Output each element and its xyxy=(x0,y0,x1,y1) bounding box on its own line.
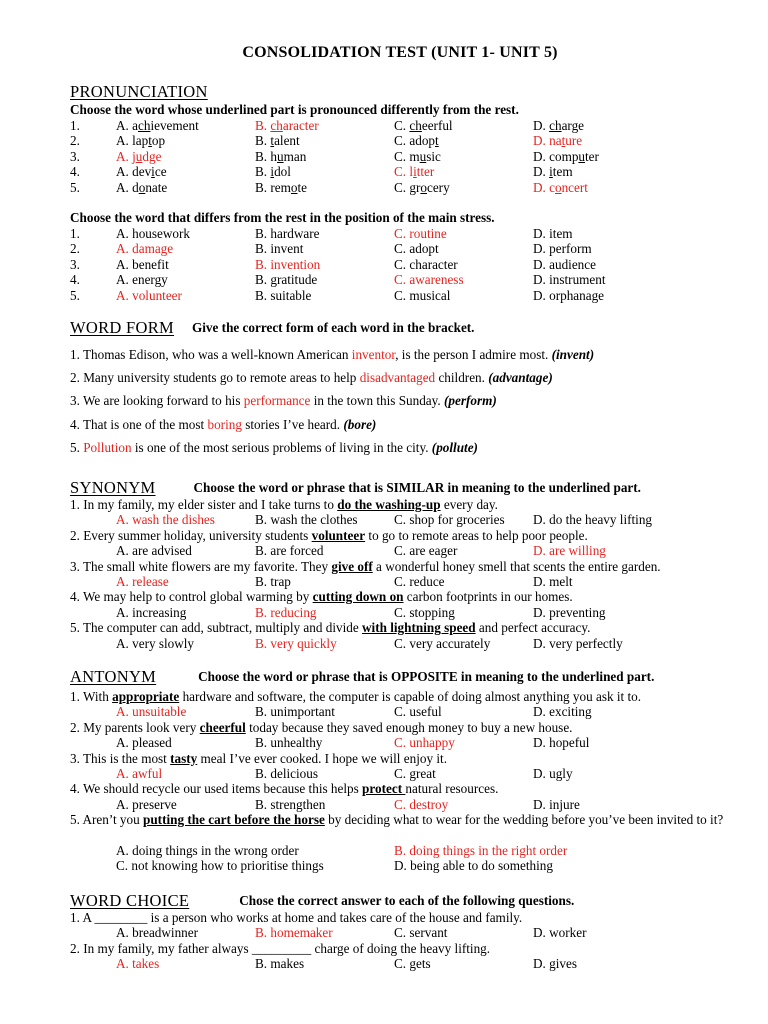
options-row xyxy=(70,512,730,528)
option-text-after: aracter xyxy=(282,118,319,133)
answer-option: C. stopping xyxy=(394,604,455,620)
answer-option xyxy=(533,149,599,165)
question-text xyxy=(70,781,730,797)
answer-option xyxy=(255,133,300,149)
underlined-sound: i xyxy=(151,164,155,180)
answer-option xyxy=(533,133,582,149)
word-choice-section-header xyxy=(70,891,574,911)
underlined-sound: o xyxy=(420,179,427,195)
answer-option: B. gratitude xyxy=(255,272,318,288)
answer-option: C. unhappy xyxy=(394,735,455,751)
underlined-sound: t xyxy=(561,133,566,149)
question-number: 2. xyxy=(70,241,80,257)
question-number: 4. xyxy=(70,272,80,288)
options-row xyxy=(70,956,730,972)
option-text-after: eerful xyxy=(421,118,453,133)
underlined-sound: ch xyxy=(270,118,283,133)
option-text-after: ievement xyxy=(150,118,199,133)
option-text-before: D. comp xyxy=(533,148,579,164)
answer-option: D. very perfectly xyxy=(533,635,623,651)
answer-option: A. awful xyxy=(116,766,163,781)
underlined-phrase: volunteer xyxy=(311,527,366,543)
answer-option: D. do the heavy lifting xyxy=(533,512,653,528)
question-before: 2. Every summer holiday, university students xyxy=(70,527,312,543)
answer-word: inventor xyxy=(351,347,396,362)
sentence-end: children. xyxy=(435,370,489,386)
option-text-before: A. a xyxy=(116,118,138,133)
word-hint: (advantage) xyxy=(488,370,553,386)
answer-option xyxy=(394,180,450,196)
answer-option: D. worker xyxy=(533,925,587,941)
word-form-heading: WORD FORM xyxy=(70,318,175,337)
antonym-section-header xyxy=(70,667,654,687)
answer-option: A. breadwinner xyxy=(116,925,199,941)
word-form-item xyxy=(70,440,478,456)
answer-option: A. volunteer xyxy=(116,287,182,303)
answer-word: performance xyxy=(243,393,311,409)
answer-option: B. delicious xyxy=(255,766,319,781)
options-row xyxy=(70,543,730,559)
answer-option xyxy=(255,149,306,165)
answer-option: C. destroy xyxy=(394,796,449,812)
question-text xyxy=(70,528,730,544)
question-before: 3. The small white flowers are my favorite. They xyxy=(70,558,332,574)
question-before: 4. We may help to control global warming by xyxy=(70,589,313,605)
options-row xyxy=(70,843,730,859)
option-text-after: dol xyxy=(274,164,291,180)
option-text-before: B. xyxy=(255,133,271,149)
question-before: 5. The computer can add, subtract, multiply and divide xyxy=(70,620,363,636)
answer-option: D. preventing xyxy=(533,604,606,620)
option-text-after: tter xyxy=(416,164,435,180)
word-choice-instruction: Chose the correct answer to each of the following questions. xyxy=(239,893,575,908)
answer-option: B. unhealthy xyxy=(255,735,323,751)
underlined-sound: i xyxy=(549,164,553,180)
answer-option xyxy=(255,180,307,196)
answer-option: D. perform xyxy=(533,241,592,257)
underlined-sound: o xyxy=(138,179,146,195)
stress-row xyxy=(70,272,730,288)
option-text-before: C. gr xyxy=(394,179,421,195)
underlined-sound: t xyxy=(270,133,275,149)
question-number: 1. xyxy=(70,118,80,133)
answer-option: B. very quickly xyxy=(255,635,337,651)
answer-option: B. hardware xyxy=(255,226,320,241)
question-text: 2. In my family, my father always _________ charge of doing the heavy lifting. xyxy=(70,940,491,956)
answer-option: A. benefit xyxy=(116,256,169,272)
word-choice-heading: WORD CHOICE xyxy=(70,891,190,910)
option-text-before: D. xyxy=(533,118,550,133)
option-text-before: C. l xyxy=(394,164,414,180)
answer-word: Pollution xyxy=(83,439,132,455)
option-text-before: B. rem xyxy=(255,179,291,195)
answer-option: A. release xyxy=(116,574,169,589)
answer-option: C. servant xyxy=(394,925,448,941)
answer-option: D. audience xyxy=(533,256,596,272)
stress-row xyxy=(70,257,730,273)
question-after: meal I’ve ever cooked. I hope we will enjoy it. xyxy=(197,750,447,766)
word-form-item xyxy=(70,417,376,433)
underlined-phrase: protect xyxy=(362,781,406,797)
underlined-sound: u xyxy=(578,148,586,164)
synonym-heading: SYNONYM xyxy=(70,478,156,497)
underlined-sound: i xyxy=(413,164,417,180)
option-text-after: tem xyxy=(552,164,573,180)
options-row xyxy=(70,766,730,782)
answer-option: C. reduce xyxy=(394,574,445,589)
question-text xyxy=(70,497,730,513)
options-row xyxy=(70,605,730,621)
answer-option: A. very slowly xyxy=(116,635,195,651)
answer-option: A. increasing xyxy=(116,604,187,620)
answer-option: B. reducing xyxy=(255,604,317,620)
question-after: to go to remote areas to help poor people. xyxy=(365,527,588,543)
question-number: 1. xyxy=(70,226,80,241)
options-row xyxy=(70,735,730,751)
question-after: every day. xyxy=(440,497,498,512)
option-text-before: D. xyxy=(533,164,550,180)
answer-word: disadvantaged xyxy=(359,370,436,386)
question-number: 3. xyxy=(70,256,80,272)
question-before: 3. This is the most xyxy=(70,750,171,766)
underlined-sound: u xyxy=(276,148,284,164)
answer-option: B. makes xyxy=(255,956,305,972)
underlined-sound: t xyxy=(435,133,439,149)
option-text-after: op xyxy=(151,133,166,149)
answer-option: B. suitable xyxy=(255,287,312,303)
question-number: 5. xyxy=(70,287,80,303)
answer-option: D. item xyxy=(533,226,573,241)
pronunciation-instruction-2: Choose the word that differs from the rest in the position of the main stress. xyxy=(70,210,495,225)
question-after: carbon footprints in our homes. xyxy=(403,589,573,605)
answer-option: D. exciting xyxy=(533,704,592,720)
page-title: CONSOLIDATION TEST (UNIT 1- UNIT 5) xyxy=(242,44,558,61)
answer-option: A. energy xyxy=(116,272,168,288)
sentence-start: 1. Thomas Edison, who was a well-known American xyxy=(70,347,352,362)
synonym-instruction: Choose the word or phrase that is SIMILAR in meaning to the underlined part. xyxy=(193,480,641,495)
answer-option: A. unsuitable xyxy=(116,704,187,720)
sentence-start: 4. That is one of the most xyxy=(70,416,208,432)
answer-option xyxy=(255,164,291,180)
answer-option: C. useful xyxy=(394,704,442,720)
option-text-after: man xyxy=(283,148,307,164)
answer-option: A. housework xyxy=(116,226,190,241)
answer-option xyxy=(394,149,441,165)
answer-option xyxy=(533,118,584,134)
option-text-after: ter xyxy=(585,148,599,164)
answer-option: D. orphanage xyxy=(533,287,605,303)
answer-option xyxy=(533,164,573,180)
underlined-sound: u xyxy=(135,148,143,164)
answer-option: B. trap xyxy=(255,574,291,589)
question-text xyxy=(70,812,730,828)
answer-option: D. melt xyxy=(533,574,573,589)
underlined-sound: u xyxy=(419,148,427,164)
question-number: 3. xyxy=(70,148,80,164)
question-before: 4. We should recycle our used items because this helps xyxy=(70,781,363,797)
question-text xyxy=(70,559,730,575)
stress-row xyxy=(70,241,730,257)
question-before: 1. With xyxy=(70,689,113,704)
underlined-sound: ch xyxy=(549,118,562,133)
answer-option: C. shop for groceries xyxy=(394,512,505,528)
answer-option: A. are advised xyxy=(116,543,192,559)
pronunciation-section-header xyxy=(70,82,208,102)
option-text-after: nate xyxy=(145,179,168,195)
answer-option: D. gives xyxy=(533,956,577,972)
answer-option: B. homemaker xyxy=(255,925,333,941)
antonym-heading: ANTONYM xyxy=(70,667,157,686)
underlined-phrase: do the washing-up xyxy=(337,497,441,512)
pronunciation-heading: PRONUNCIATION xyxy=(70,82,208,101)
word-hint: (invent) xyxy=(551,347,595,362)
sentence-start: 2. Many university students go to remote areas to help xyxy=(70,370,360,386)
underlined-sound: o xyxy=(554,179,562,195)
option-text-after: ncert xyxy=(561,179,588,195)
pronunciation-instruction-1: Choose the word whose underlined part is pronounced differently from the rest. xyxy=(70,102,519,117)
underlined-phrase: tasty xyxy=(170,750,198,766)
stress-row xyxy=(70,226,730,242)
answer-option: A. damage xyxy=(116,241,174,257)
option-text-before: D. na xyxy=(533,133,562,149)
answer-option: C. adopt xyxy=(394,241,439,257)
option-text-before: B. xyxy=(255,118,271,133)
answer-option: C. awareness xyxy=(394,272,464,288)
question-text xyxy=(70,751,730,767)
sentence-start: 3. We are looking forward to his xyxy=(70,393,244,409)
question-text xyxy=(70,589,730,605)
underlined-sound: i xyxy=(270,164,275,180)
pronunciation-row xyxy=(70,149,730,165)
stress-row xyxy=(70,288,730,304)
answer-option xyxy=(116,133,165,149)
option-text-before: A. j xyxy=(116,148,136,164)
answer-option: D. injure xyxy=(533,796,580,812)
question-after: hardware and software, the computer is capable of doing almost anything you ask it to. xyxy=(179,689,642,704)
answer-option: C. musical xyxy=(394,287,451,303)
synonym-section-header xyxy=(70,478,641,498)
answer-option xyxy=(394,133,439,149)
option-text-after: dge xyxy=(142,148,162,164)
underlined-phrase: cutting down on xyxy=(312,589,404,605)
answer-option xyxy=(116,118,199,134)
underlined-phrase: putting the cart before the horse xyxy=(143,812,325,828)
answer-option xyxy=(116,164,167,180)
answer-option xyxy=(255,118,319,134)
options-row xyxy=(70,636,730,652)
question-after: a wonderful honey smell that scents the entire garden. xyxy=(372,558,661,574)
answer-option: B. unimportant xyxy=(255,704,335,720)
option-text-before: A. dev xyxy=(116,164,152,180)
answer-option: A. pleased xyxy=(116,735,172,751)
answer-option: A. doing things in the wrong order xyxy=(116,843,299,858)
question-after: natural resources. xyxy=(405,781,499,797)
answer-option: A. preserve xyxy=(116,796,177,812)
answer-option: A. takes xyxy=(116,956,160,972)
question-after: today because they saved enough money to buy a new house. xyxy=(245,719,573,735)
underlined-sound: o xyxy=(290,179,298,195)
answer-option: C. gets xyxy=(394,956,431,972)
underlined-phrase: appropriate xyxy=(112,689,180,704)
option-text-after: arge xyxy=(561,118,585,133)
option-text-after: te xyxy=(297,179,308,195)
question-after: by deciding what to wear for the wedding before you’ve been invited to it? xyxy=(324,812,724,828)
answer-option xyxy=(116,149,161,165)
word-form-item xyxy=(70,393,497,409)
question-before: 1. In my family, my elder sister and I take turns to xyxy=(70,497,338,512)
answer-option: C. not knowing how to prioritise things xyxy=(116,858,324,874)
answer-option xyxy=(394,164,434,180)
question-text xyxy=(70,689,730,705)
underlined-phrase: cheerful xyxy=(199,719,246,735)
answer-option xyxy=(116,180,167,196)
option-text-before: C. adop xyxy=(394,133,436,149)
option-text-before: A. lap xyxy=(116,133,149,149)
pronunciation-row xyxy=(70,164,730,180)
word-form-instruction: Give the correct form of each word in the bracket. xyxy=(192,320,475,335)
option-text-after: cery xyxy=(426,179,450,195)
question-before: 2. My parents look very xyxy=(70,719,200,735)
option-text-before: C. xyxy=(394,118,410,133)
answer-option: B. invention xyxy=(255,256,321,272)
option-text-after: ure xyxy=(565,133,583,149)
answer-option: A. wash the dishes xyxy=(116,512,215,528)
question-number: 5. xyxy=(70,179,80,195)
answer-option: C. routine xyxy=(394,226,447,241)
underlined-phrase: with lightning speed xyxy=(362,620,476,636)
answer-option: B. doing things in the right order xyxy=(394,843,568,858)
word-form-item xyxy=(70,347,594,363)
option-text-before: B. xyxy=(255,164,271,180)
sentence-end: in the town this Sunday. xyxy=(310,393,444,409)
question-before: 5. Aren’t you xyxy=(70,812,144,828)
answer-option xyxy=(394,118,453,134)
answer-option xyxy=(533,180,588,196)
pronunciation-row xyxy=(70,118,730,134)
options-row xyxy=(70,858,730,874)
option-text-after: alent xyxy=(274,133,300,149)
option-text-before: D. c xyxy=(533,179,555,195)
answer-option: C. great xyxy=(394,766,436,781)
answer-option: C. are eager xyxy=(394,543,458,559)
underlined-phrase: give off xyxy=(331,558,373,574)
answer-option: D. instrument xyxy=(533,272,606,288)
word-form-section-header xyxy=(70,318,474,338)
answer-option: D. ugly xyxy=(533,766,573,781)
option-text-after: sic xyxy=(426,148,441,164)
options-row xyxy=(70,797,730,813)
question-text: 1. A ________ is a person who works at home and takes care of the house and family. xyxy=(70,910,523,925)
underlined-sound: ch xyxy=(409,118,422,133)
sentence-end: stories I’ve heard. xyxy=(241,416,344,432)
question-text xyxy=(70,720,730,736)
answer-option: B. are forced xyxy=(255,543,324,559)
sentence-start: 5. xyxy=(70,439,84,455)
pronunciation-row xyxy=(70,133,730,149)
pronunciation-row xyxy=(70,180,730,196)
sentence-end: , is the person I admire most. xyxy=(395,347,552,362)
word-form-item xyxy=(70,370,553,386)
option-text-after: ce xyxy=(154,164,167,180)
question-after: and perfect accuracy. xyxy=(475,620,591,636)
underlined-sound: t xyxy=(148,133,152,149)
word-hint: (bore) xyxy=(343,416,377,432)
answer-word: boring xyxy=(207,416,242,432)
answer-option: B. invent xyxy=(255,241,304,257)
answer-option: C. very accurately xyxy=(394,635,491,651)
answer-option: C. character xyxy=(394,256,458,272)
answer-option: D. being able to do something xyxy=(394,858,553,874)
option-text-before: C. m xyxy=(394,148,420,164)
option-text-before: B. h xyxy=(255,148,277,164)
question-text xyxy=(70,620,730,636)
answer-option: B. wash the clothes xyxy=(255,512,358,528)
options-row xyxy=(70,925,730,941)
options-row xyxy=(70,574,730,590)
answer-option: D. hopeful xyxy=(533,735,590,751)
word-hint: (pollute) xyxy=(431,439,478,455)
question-number: 4. xyxy=(70,164,80,180)
options-row xyxy=(70,704,730,720)
word-hint: (perform) xyxy=(444,393,497,409)
question-number: 2. xyxy=(70,133,80,149)
sentence-end: is one of the most serious problems of living in the city. xyxy=(131,439,432,455)
answer-option: D. are willing xyxy=(533,543,606,559)
underlined-sound: ch xyxy=(137,118,151,133)
answer-option: B. strengthen xyxy=(255,796,326,812)
option-text-before: A. d xyxy=(116,179,139,195)
antonym-instruction: Choose the word or phrase that is OPPOSITE in meaning to the underlined part. xyxy=(198,669,655,684)
